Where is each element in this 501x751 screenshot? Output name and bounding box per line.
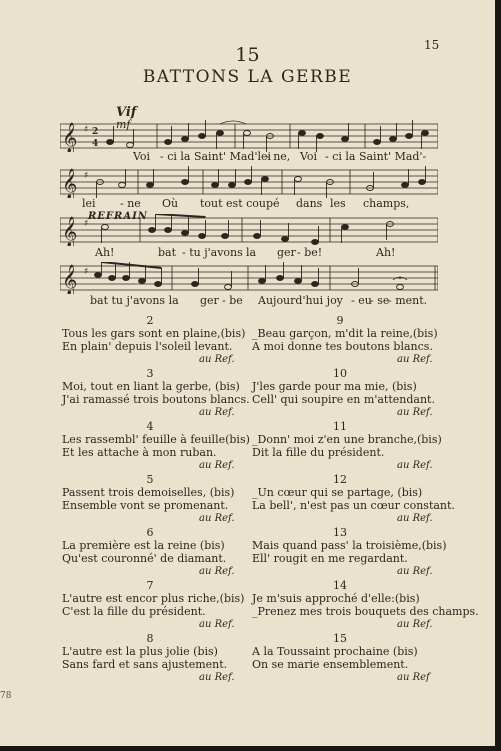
svg-text:𝄞: 𝄞	[62, 217, 78, 246]
verse-number: 7	[146, 579, 154, 592]
margin-mark: 78	[0, 691, 12, 701]
refrain-label: REFRAIN	[88, 211, 148, 222]
verse-number: 3	[146, 367, 154, 380]
verse-number: 9	[336, 314, 344, 327]
staff-notation	[60, 214, 438, 246]
svg-text:𝄞: 𝄞	[62, 123, 78, 152]
verse-number: 4	[146, 420, 154, 433]
verse-line: Cell' qui soupire en m'attendant.	[252, 393, 435, 406]
verse-line: Je m'suis approché d'elle:(bis)	[252, 592, 420, 605]
refrain-cue: au Ref.	[199, 354, 235, 365]
verse-line: Qu'est couronné' de diamant.	[62, 552, 227, 565]
lyric-3-5: ger	[277, 246, 296, 259]
song-title: BATTONS LA GERBE	[142, 67, 353, 87]
verse-line: _Donn' moi z'en une branche,(bis)	[252, 433, 442, 446]
lyric-3-1: Ah!	[95, 246, 115, 259]
lyric-2-4: tout est coupé	[200, 197, 280, 210]
verse-line: La bell', n'est pas un cœur constant.	[252, 499, 455, 512]
lyric-4-4: Aujourd'hui joy	[258, 294, 343, 307]
refrain-cue: au Ref.	[199, 460, 235, 471]
verse-line: C'est la fille du président.	[62, 605, 206, 618]
verse-number: 14	[333, 579, 347, 592]
verse-line: Mais quand pass' la troisième,(bis)	[252, 539, 447, 552]
verse-line: Dit la fille du président.	[252, 446, 385, 459]
refrain-cue: au Ref.	[199, 513, 235, 524]
verse-number: 2	[146, 314, 154, 327]
svg-text:♯: ♯	[84, 219, 89, 229]
music-staff-2	[60, 166, 438, 198]
svg-text:♯: ♯	[84, 267, 89, 277]
lyric-3-6: - be!	[297, 246, 323, 259]
song-number: 15	[235, 44, 260, 66]
svg-text:𝄞: 𝄞	[62, 265, 78, 294]
refrain-cue: au Ref.	[199, 619, 235, 630]
lyric-1-4: Voi	[300, 150, 318, 163]
verse-number: 11	[333, 420, 347, 433]
refrain-cue: au Ref.	[199, 566, 235, 577]
verse-number: 15	[333, 632, 347, 645]
refrain-cue: au Ref.	[199, 672, 235, 683]
lyric-2-5: dans	[296, 197, 323, 210]
verse-line: _Un cœur qui se partage, (bis)	[252, 486, 423, 499]
lyric-4-6: - se	[370, 294, 390, 307]
lyric-4-2: ger	[200, 294, 219, 307]
lyric-4-5: - eu	[351, 294, 372, 307]
lyric-4-3: - be	[222, 294, 243, 307]
lyric-1-1: Voi	[133, 150, 151, 163]
verse-line: Tous les gars sont en plaine,(bis)	[62, 327, 246, 340]
refrain-cue: au Ref	[397, 672, 430, 683]
staff-notation	[60, 262, 438, 294]
dynamic-marking: mf	[116, 118, 131, 131]
verse-number: 5	[146, 473, 154, 486]
staff-notation	[60, 120, 438, 152]
music-staff-3	[60, 214, 438, 246]
verse-line: J'les garde pour ma mie, (bis)	[252, 380, 417, 393]
verse-line: Moi, tout en liant la gerbe, (bis)	[62, 380, 240, 393]
refrain-cue: au Ref.	[397, 407, 433, 418]
lyric-3-2: bat	[158, 246, 177, 259]
lyric-1-3: - ne,	[266, 150, 291, 163]
verse-line: A moi donne tes boutons blancs.	[252, 340, 433, 353]
lyric-2-6: les	[330, 197, 346, 210]
svg-text:4: 4	[92, 139, 99, 149]
svg-text:2: 2	[92, 127, 99, 137]
refrain-cue: au Ref.	[397, 354, 433, 365]
music-staff-4	[60, 262, 438, 294]
tempo-marking: Vif	[116, 105, 137, 120]
verse-line: En plain' depuis l'soleil levant.	[62, 340, 233, 353]
lyric-2-7: champs,	[363, 197, 410, 210]
refrain-cue: au Ref.	[397, 619, 433, 630]
staff-notation	[60, 166, 438, 198]
verse-line: _Prenez mes trois bouquets des champs.	[252, 605, 479, 618]
verse-line: Les rassembl' feuille à feuille(bis)	[62, 433, 250, 446]
verse-line: L'autre est encor plus riche,(bis)	[62, 592, 245, 605]
lyric-4-7: - ment.	[388, 294, 428, 307]
lyric-4-1: bat tu j'avons la	[90, 294, 179, 307]
lyric-2-2: - ne	[120, 197, 141, 210]
lyric-3-4: la	[246, 246, 257, 259]
lyric-1-5: - ci la Saint' Mad'-	[325, 150, 427, 163]
refrain-cue: au Ref.	[199, 407, 235, 418]
lyric-3-7: Ah!	[376, 246, 396, 259]
svg-text:♯: ♯	[84, 171, 89, 181]
verse-number: 12	[333, 473, 347, 486]
music-staff-1	[60, 120, 438, 152]
lyric-3-3: - tu j'avons	[182, 246, 243, 259]
svg-text:♯: ♯	[84, 125, 89, 135]
svg-text:𝄞: 𝄞	[62, 169, 78, 198]
refrain-cue: au Ref.	[397, 566, 433, 577]
lyric-2-3: Où	[162, 197, 179, 210]
verse-line: _Beau garçon, m'dit la reine,(bis)	[252, 327, 438, 340]
lyric-2-1: lei	[82, 197, 96, 210]
verse-line: Passent trois demoiselles, (bis)	[62, 486, 235, 499]
refrain-cue: au Ref.	[397, 513, 433, 524]
verse-line: Et les attache à mon ruban.	[62, 446, 217, 459]
verse-number: 13	[333, 526, 347, 539]
verse-line: Ensemble vont se promenant.	[62, 499, 229, 512]
refrain-cue: au Ref.	[397, 460, 433, 471]
page-number: 15	[424, 38, 440, 52]
verse-line: A la Toussaint prochaine (bis)	[252, 645, 418, 658]
verse-number: 10	[333, 367, 347, 380]
verse-number: 8	[146, 632, 154, 645]
verse-line: Ell' rougit en me regardant.	[252, 552, 408, 565]
verse-line: Sans fard et sans ajustement.	[62, 658, 228, 671]
verse-number: 6	[146, 526, 154, 539]
verse-line: La première est la reine (bis)	[62, 539, 225, 552]
lyric-1-2: - ci la Saint' Mad'lei	[160, 150, 272, 163]
verse-line: On se marie ensemblement.	[252, 658, 409, 671]
verse-line: J'ai ramassé trois boutons blancs.	[62, 393, 250, 406]
verse-line: L'autre est la plus jolie (bis)	[62, 645, 218, 658]
